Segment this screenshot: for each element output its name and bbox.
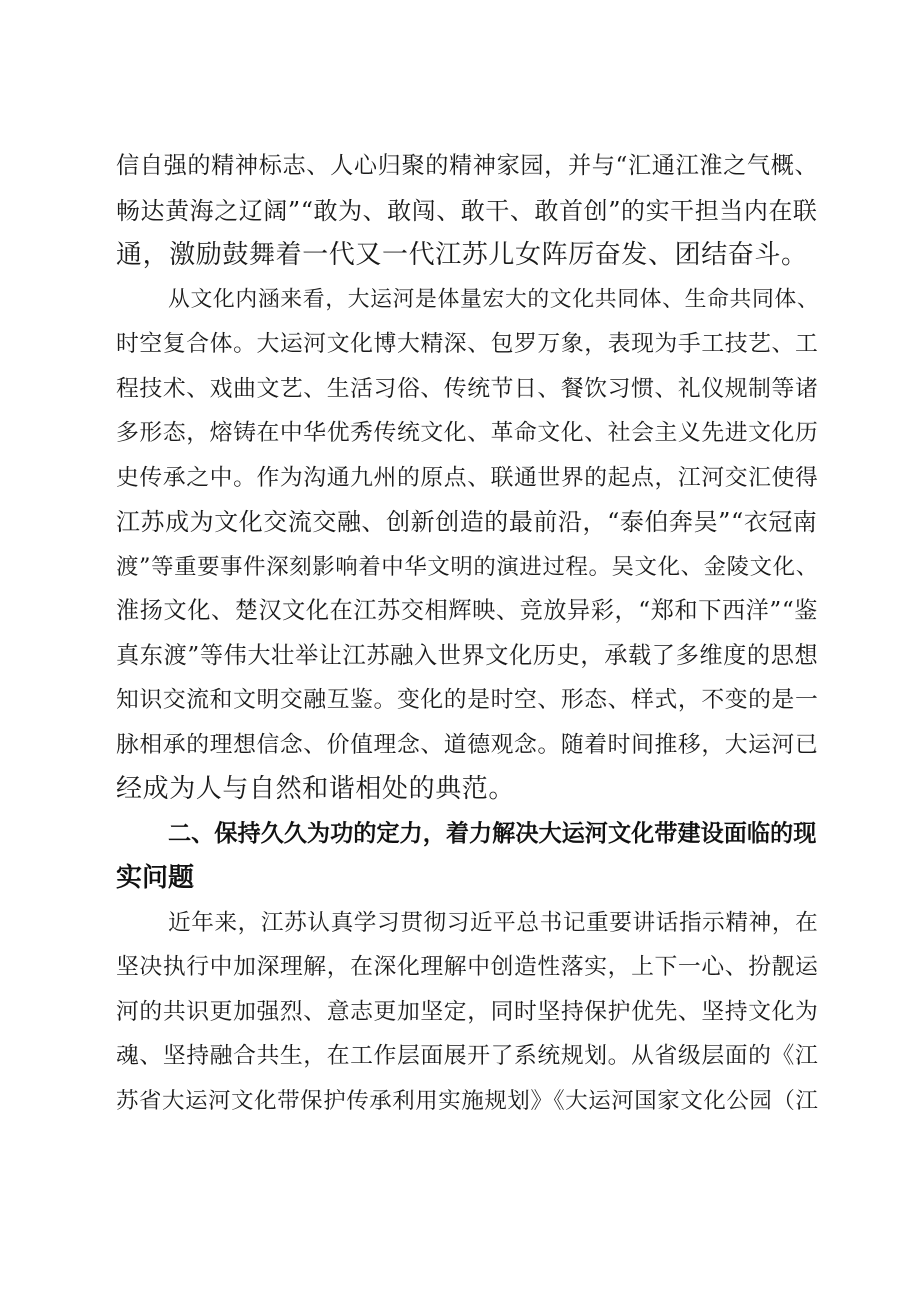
paragraph-continuation: [116, 144, 820, 278]
text-line: 时空复合体。大运河文化博大精深、包罗万象，表现为手工技艺、工: [116, 331, 819, 357]
text-line: 淮扬文化、楚汉文化在江苏交相辉映、竞放异彩，“郑和下西洋”“鉴: [116, 598, 819, 624]
text-line: 江苏成为文化交流交融、创新创造的最前沿，“泰伯奔吴”“衣冠南: [116, 508, 818, 536]
text-line: 渡”等重要事件深刻影响着中华文明的演进过程。吴文化、金陵文化、: [116, 553, 819, 580]
text-line: 从文化内涵来看，大运河是体量宏大的文化共同体、生命共同体、: [168, 286, 820, 312]
document-body: [116, 144, 820, 1123]
section-heading: [116, 812, 820, 901]
text-line: 经成为人与自然和谐相处的典范。: [116, 774, 516, 804]
heading-line: 二、保持久久为功的定力，着力解决大运河文化带建设面临的现: [168, 820, 817, 847]
text-line: 脉相承的理想信念、价值理念、道德观念。随着时间推移，大运河已: [116, 731, 819, 758]
text-line: 多形态，熔铸在中华优秀传统文化、革命文化、社会主义先进文化历: [116, 420, 819, 446]
text-line: 史传承之中。作为沟通九州的原点、联通世界的起点，江河交汇使得: [116, 464, 819, 491]
heading-line: 实问题: [116, 863, 195, 893]
text-line: 魂、坚持融合共生，在工作层面展开了系统规划。从省级层面的《江: [116, 1043, 819, 1069]
text-line: 坚决执行中加深理解，在深化理解中创造性落实，上下一心、扮靓运: [116, 954, 819, 980]
paragraph-cultural-connotation: [116, 278, 820, 812]
text-line: 知识交流和文明交融互鉴。变化的是时空、形态、样式，不变的是一: [116, 687, 819, 713]
text-line: 苏省大运河文化带保护传承利用实施规划》《大运河国家文化公园（江: [116, 1087, 819, 1114]
text-line: 程技术、戏曲文艺、生活习俗、传统节日、餐饮习惯、礼仪规制等诸: [116, 375, 819, 402]
paragraph-recent-years: [116, 901, 820, 1124]
text-line: 畅达黄海之辽阔”“敢为、敢闯、敢干、敢首创”的实干担当内在联: [116, 196, 818, 225]
text-line: 真东渡”等伟大壮举让江苏融入世界文化历史，承载了多维度的思想: [116, 641, 819, 669]
text-line: 通，激励鼓舞着一代又一代江苏儿女阵厉奋发、团结奋斗。: [116, 240, 808, 270]
text-line: 河的共识更加强烈、意志更加坚定，同时坚持保护优先、坚持文化为: [116, 998, 819, 1025]
text-line: 信自强的精神标志、人心归聚的精神家园，并与“汇通江淮之气概、: [116, 152, 819, 179]
text-line: 近年来，江苏认真学习贯彻习近平总书记重要讲话指示精神，在: [168, 909, 819, 936]
